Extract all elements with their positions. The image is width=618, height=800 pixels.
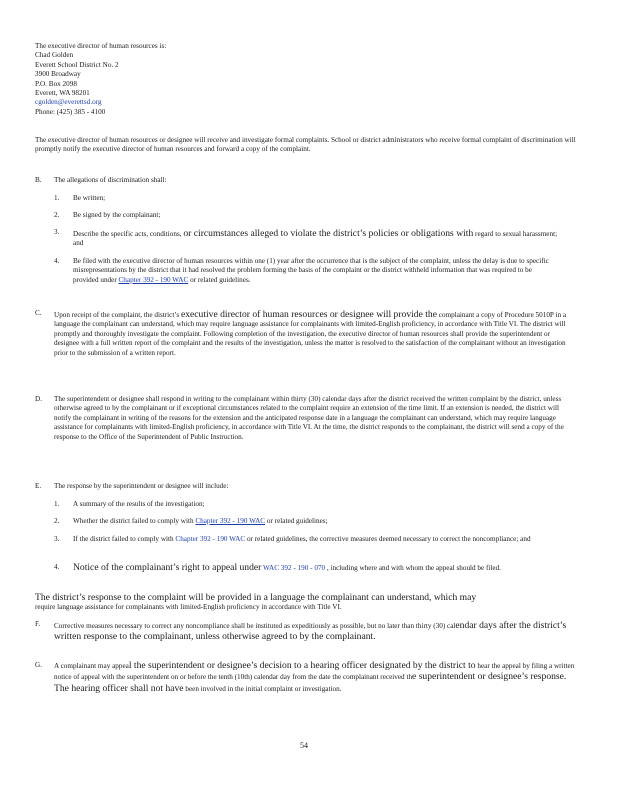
section-text-part: l the superintendent or designee’s decision to a hearing officer designated by the district to bbox=[128, 660, 476, 671]
section-label: F. bbox=[35, 620, 41, 628]
section-label: G. bbox=[35, 661, 42, 669]
item-number: 3. bbox=[54, 228, 60, 236]
wac-link[interactable]: Chapter 392 - 190 WAC bbox=[118, 275, 189, 284]
address-block bbox=[35, 42, 435, 117]
wac-link[interactable]: WAC 392 - 190 - 070 bbox=[263, 564, 326, 572]
intro-paragraph: The executive director of human resources or designee will receive and investigate formal complaints. School or district administrators who receive formal complaint of discrimination will promptly notify the executive director of human resources and forward a copy of the complaint. bbox=[35, 136, 576, 154]
section-text-part: hear the appeal by filing a written notice of appeal with the superintendent on or before the tenth (10th) calendar day from the date the complainant received th bbox=[54, 662, 575, 682]
section-text: The allegations of discrimination shall: bbox=[54, 176, 167, 184]
list-item bbox=[73, 257, 558, 285]
section-text bbox=[54, 309, 576, 358]
item-text: , including where and with whom the appeal should be filed. bbox=[326, 564, 501, 572]
item-text: Be filed with the executive director of human resources within one (1) year after the occurrence that is the subject of the complaint, unless the delay is due to specific misrepresentations by the district that it had resolved the problem forming the basis of the complaint or the district withheld information that was required to be provided under bbox=[73, 257, 549, 284]
section-label: B. bbox=[35, 176, 42, 184]
wac-link[interactable]: Chapter 392 - 190 WAC bbox=[175, 535, 246, 543]
item-number: 4. bbox=[54, 257, 60, 265]
section-text bbox=[54, 620, 576, 643]
section-label: C. bbox=[35, 309, 42, 317]
list-item bbox=[73, 517, 558, 526]
address-line: Everett, WA 98201 bbox=[35, 89, 90, 98]
wac-link[interactable]: Chapter 392 - 190 WAC bbox=[195, 517, 266, 525]
page-number: 54 bbox=[300, 741, 308, 750]
item-text: Describe the specific acts, conditions, bbox=[73, 230, 182, 238]
list-item bbox=[73, 562, 558, 573]
item-number: 3. bbox=[54, 535, 60, 543]
address-line: The executive director of human resources is: bbox=[35, 42, 167, 50]
item-text: or circumstances alleged to violate the district’s policies or obligations with bbox=[183, 228, 474, 239]
closing-text: The district’s response to the complaint will be provided in a language the complainant can understand, which may bbox=[35, 592, 477, 603]
address-line: Chad Golden bbox=[35, 51, 74, 60]
item-number: 2. bbox=[54, 517, 60, 525]
list-item: Be written; bbox=[73, 194, 106, 202]
item-number: 1. bbox=[54, 500, 60, 508]
section-label: E. bbox=[35, 482, 42, 490]
closing-text: require language assistance for complainants with limited-English proficiency in accordance with Title VI. bbox=[35, 603, 342, 611]
section-label: D. bbox=[35, 395, 42, 403]
section-text-part: endar days after the district’s written response to the complainant, unless otherwise agreed to by the complainant. bbox=[54, 620, 567, 643]
item-text: Notice of the complainant’s right to appeal under bbox=[73, 562, 262, 573]
section-text: The superintendent or designee shall respond in writing to the complainant within thirty (30) calendar days after the district received the written complaint by the district, unless otherwise agreed to by the complainant or if exceptional circumstances related to the complaint require an extension of the time limit. If an extension is needed, the district will notify the complainant in writing of the reasons for the extension and the anticipated response date in a language the complainant can understand, which may require language assistance for complainants with limited-English proficiency, in accordance with Title VI. At the time, the district responds to the complainant, the district will send a copy of the response to the Office of the Superintendent of Public Instruction. bbox=[54, 395, 564, 441]
item-text: Whether the district failed to comply with bbox=[73, 517, 194, 525]
item-text: or related guidelines, the corrective measures deemed necessary to correct the noncompliance; and bbox=[246, 535, 531, 543]
list-item: Be signed by the complainant; bbox=[73, 211, 161, 219]
email-link[interactable]: cgolden@everettsd.org bbox=[35, 98, 102, 107]
item-number: 1. bbox=[54, 194, 60, 202]
address-line: Everett School District No. 2 bbox=[35, 60, 119, 69]
item-text: or related guidelines. bbox=[190, 275, 251, 284]
section-text-part: Corrective measures necessary to correct any noncompliance shall be instituted as expeditiously as possible, but no later than thirty (30) cal bbox=[54, 622, 456, 630]
item-number: 2. bbox=[54, 211, 60, 219]
phone-number: Phone: (425) 385 - 4100 bbox=[35, 107, 106, 116]
address-line: 3900 Broadway bbox=[35, 70, 81, 79]
item-text: or related guidelines; bbox=[266, 517, 328, 525]
section-text-part: Upon receipt of the complaint, the district’s bbox=[54, 311, 180, 319]
address-line: P.O. Box 2098 bbox=[35, 79, 77, 88]
item-text: regard to sexual harassment; and bbox=[73, 230, 558, 248]
list-item bbox=[73, 228, 558, 249]
section-text-part: complainant a copy of Procedure 5010P in a language the complainant can understand, which may require language assistance for complainants with limited-English proficiency, in accordance with Title VI. The district will promptly and thoroughly investigate the complaint. Following completion of the investigation, the executive director of human resources shall provide the superintendent or designee with a full written report of the complaint and the results of the investigation, unless the matter is resolved to the satisfaction of the complainant without an investigation prior to the submission of a written report. bbox=[54, 311, 567, 357]
section-text: The response by the superintendent or designee will include: bbox=[54, 482, 229, 490]
section-text-part: A complainant may appea bbox=[54, 662, 129, 670]
section-text-part: executive director of human resources or designee will provide the bbox=[180, 309, 437, 320]
list-item: A summary of the results of the investigation; bbox=[73, 500, 205, 508]
item-text: If the district failed to comply with bbox=[73, 535, 174, 543]
list-item bbox=[73, 535, 558, 544]
section-text-part: e superintendent or designee’s response. The hearing officer shall not have bbox=[54, 671, 567, 694]
section-text bbox=[54, 660, 576, 694]
item-number: 4. bbox=[54, 563, 60, 571]
section-text-part: been involved in the initial complaint or investigation. bbox=[185, 684, 342, 693]
